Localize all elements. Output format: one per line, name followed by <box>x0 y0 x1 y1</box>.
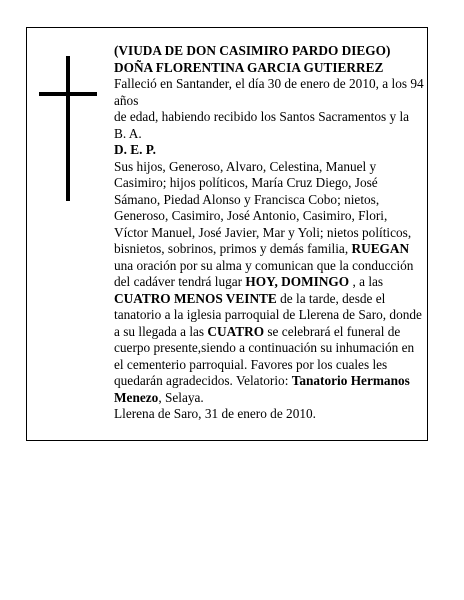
hoy-word: HOY <box>245 274 275 289</box>
location-suffix: , Selaya. <box>158 389 204 405</box>
request-text-2: , a las <box>349 274 384 289</box>
deceased-name: DOÑA FLORENTINA GARCIA GUTIERREZ <box>114 59 384 75</box>
sacraments-line: de edad, habiendo recibido los Santos Sacramentos y la B. A. <box>114 109 410 141</box>
request-text-1: una oración por su alma y comunican que la conducción del cadáver tendrá lugar <box>114 257 414 289</box>
request-text-3: de la tarde, desde el tanatorio a la iglesia parroquial de Llerena de Saro, donde a su llegada a las <box>114 290 422 339</box>
request-text-4: se celebrará el funeral de cuerpo presente,siendo a continuación su inhumación en el cementerio parroquial. Favores por los cuales les quedarán agradecidos. Velatorio: <box>114 323 415 388</box>
death-line: Falleció en Santander, el día 30 de enero de 2010, a los 94 años <box>114 76 424 108</box>
comma-separator: , <box>274 274 282 289</box>
family-text: Sus hijos, Generoso, Alvaro, Celestina, Manuel y Casimiro; hijos políticos, María Cruz Diego, José Sámano, Piedad Alonso y Francisca Cobo; nietos, Generoso, Casimiro, José Antonio, Casimiro, Flori, Víctor Manuel, José Javier, Mar y Yoli; nietos políticos, bisnietos, sobrinos, primos y demás familia, <box>114 158 412 256</box>
time-cuatro-menos-veinte: CUATRO MENOS VEINTE <box>114 290 277 306</box>
cross-horizontal-bar <box>39 92 97 96</box>
date-line: Llerena de Saro, 31 de enero de 2010. <box>114 406 316 421</box>
family-paragraph <box>114 159 424 407</box>
cross-vertical-bar <box>66 56 70 201</box>
domingo-word: DOMINGO <box>281 274 350 289</box>
widow-header: (VIUDA DE DON CASIMIRO PARDO DIEGO) <box>114 43 391 58</box>
obituary-frame <box>26 27 428 441</box>
rip-line: D. E. P. <box>114 142 156 157</box>
cross-icon <box>39 56 93 201</box>
tanatorio-name: Tanatorio Hermanos Menezo <box>114 373 410 405</box>
ruegan-word: RUEGAN <box>351 241 410 256</box>
time-cuatro: CUATRO <box>207 323 265 339</box>
obituary-text <box>114 43 424 423</box>
